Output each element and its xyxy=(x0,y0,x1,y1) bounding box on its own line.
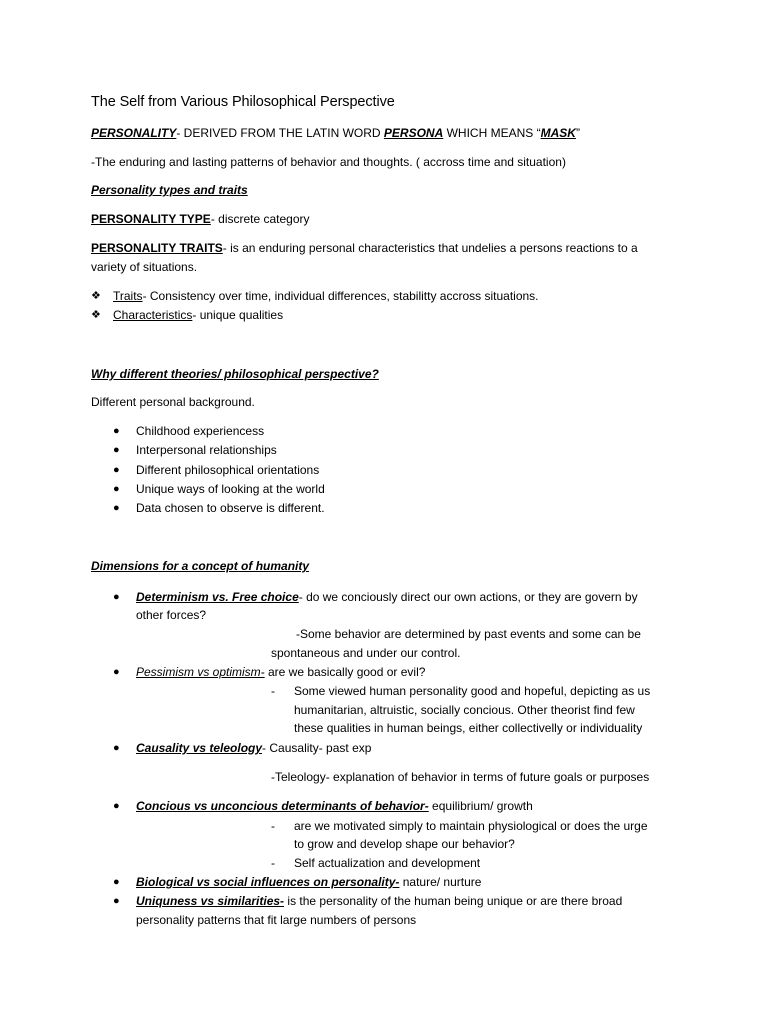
concious-sub-cont: to grow and develop shape our behavior? xyxy=(294,837,515,851)
determinism-sub: -Some behavior are determined by past events and some can be xyxy=(296,627,641,641)
persona-term: PERSONA xyxy=(383,126,444,140)
personality-type-line xyxy=(91,211,310,227)
pessimism-text: are we basically good or evil? xyxy=(264,665,426,679)
personality-traits-line xyxy=(91,240,638,256)
teleology-sub: -Teleology- explanation of behavior in terms of future goals or purposes xyxy=(271,770,650,784)
pessimism-sub: Some viewed human personality good and hopeful, depicting as us xyxy=(294,684,651,698)
determinism-sub-cont: spontaneous and under our control. xyxy=(271,646,461,660)
dash-icon: - xyxy=(271,684,275,698)
personality-type-text: - discrete category xyxy=(210,212,310,226)
dimension-biological xyxy=(136,874,481,890)
bullet-icon: ● xyxy=(113,591,120,603)
list-item: Unique ways of looking at the world xyxy=(136,482,325,496)
dimension-pessimism xyxy=(136,664,425,680)
bullet-icon: ● xyxy=(113,444,120,456)
pessimism-term: Pessimism vs optimism- xyxy=(136,665,265,679)
characteristics-term: Characteristics xyxy=(113,308,193,322)
traits-term: Traits xyxy=(113,289,143,303)
dimension-causality xyxy=(136,740,371,756)
diamond-item-traits xyxy=(113,288,539,304)
bullet-icon: ● xyxy=(113,876,120,888)
dimension-concious xyxy=(136,798,533,814)
personality-traits-term: PERSONALITY TRAITS xyxy=(91,241,223,255)
personality-definition: -The enduring and lasting patterns of behavior and thoughts. ( accross time and situation) xyxy=(91,155,566,169)
determinism-term: Determinism vs. Free choice xyxy=(136,590,299,604)
personality-line xyxy=(91,125,580,141)
personality-mid: WHICH MEANS “ xyxy=(443,126,541,140)
personality-term: PERSONALITY xyxy=(91,126,177,140)
dimension-determinism xyxy=(136,589,638,605)
page-title: The Self from Various Philosophical Perspective xyxy=(91,94,395,110)
concious-sub: are we motivated simply to maintain physiological or does the urge xyxy=(294,819,648,833)
bullet-icon: ● xyxy=(113,666,120,678)
personality-pre: - DERIVED FROM THE LATIN WORD xyxy=(176,126,384,140)
list-item: Childhood experiencess xyxy=(136,424,265,438)
concious-term: Concious vs unconcious determinants of behavior- xyxy=(136,799,429,813)
biological-term: Biological vs social influences on personality- xyxy=(136,875,400,889)
causality-term: Causality vs teleology xyxy=(136,741,263,755)
personality-traits-text: - is an enduring personal characteristics that undelies a persons reactions to a xyxy=(222,241,638,255)
biological-text: nature/ nurture xyxy=(399,875,482,889)
diamond-bullet-icon: ❖ xyxy=(91,290,101,302)
determinism-text: - do we conciously direct our own actions, or they are govern by xyxy=(298,590,638,604)
personality-type-term: PERSONALITY TYPE xyxy=(91,212,211,226)
pessimism-sub-cont: these qualities in human beings, either collectivelly or individuality xyxy=(294,721,643,735)
dash-icon: - xyxy=(271,819,275,833)
pessimism-sub-cont: humanitarian, altruistic, socially concious. Other theorist find few xyxy=(294,703,635,717)
uniquness-term: Uniquness vs similarities- xyxy=(136,894,285,908)
diamond-bullet-icon: ❖ xyxy=(91,309,101,321)
list-item: Interpersonal relationships xyxy=(136,443,277,457)
types-heading: Personality types and traits xyxy=(91,183,248,197)
list-item: Different philosophical orientations xyxy=(136,463,320,477)
concious-sub: Self actualization and development xyxy=(294,856,481,870)
dimension-uniquness xyxy=(136,893,622,909)
bullet-icon: ● xyxy=(113,483,120,495)
dimensions-heading: Dimensions for a concept of humanity xyxy=(91,559,310,573)
bullet-icon: ● xyxy=(113,464,120,476)
bullet-icon: ● xyxy=(113,800,120,812)
why-heading: Why different theories/ philosophical perspective? xyxy=(91,367,379,381)
determinism-cont: other forces? xyxy=(136,608,207,622)
personality-end: ” xyxy=(575,126,580,140)
dash-icon: - xyxy=(271,856,275,870)
mask-term: MASK xyxy=(540,126,576,140)
bullet-icon: ● xyxy=(113,502,120,514)
bullet-icon: ● xyxy=(113,742,120,754)
personality-traits-cont: variety of situations. xyxy=(91,260,198,274)
characteristics-text: - unique qualities xyxy=(192,308,284,322)
list-item: Data chosen to observe is different. xyxy=(136,501,325,515)
diamond-item-characteristics xyxy=(113,307,283,323)
background-line: Different personal background. xyxy=(91,395,255,409)
traits-text: - Consistency over time, individual differences, stabilitty accross situations. xyxy=(142,289,539,303)
bullet-icon: ● xyxy=(113,895,120,907)
causality-text: - Causality- past exp xyxy=(262,741,372,755)
concious-text: equilibrium/ growth xyxy=(428,799,533,813)
uniquness-cont: personality patterns that fit large numbers of persons xyxy=(136,913,417,927)
bullet-icon: ● xyxy=(113,425,120,437)
uniquness-text: is the personality of the human being unique or are there broad xyxy=(284,894,623,908)
